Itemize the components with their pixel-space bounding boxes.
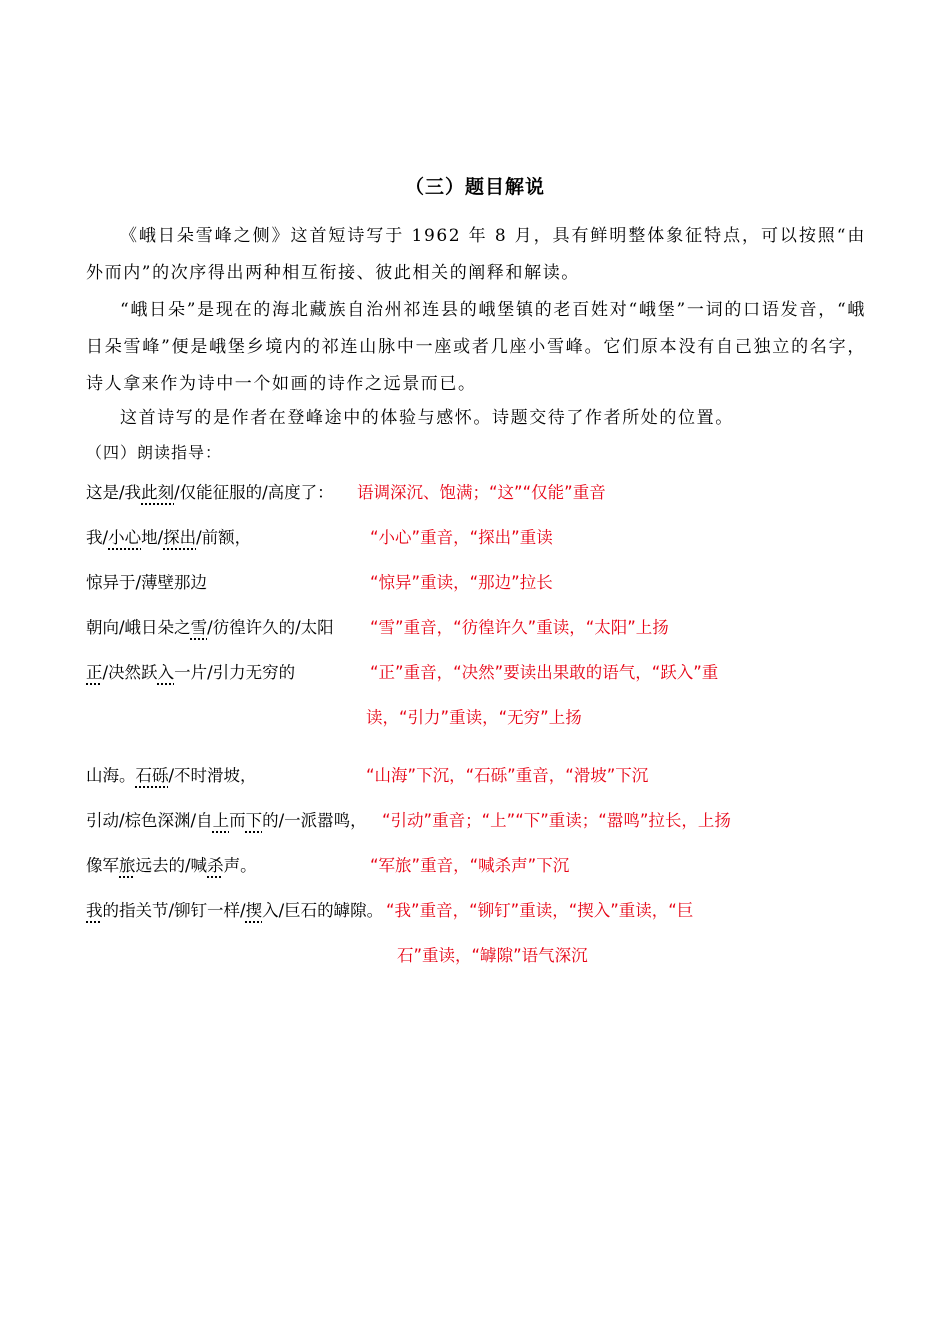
reading-note: 语调深沉、饱满；“这”“仅能”重音 (357, 483, 606, 502)
verse-line: 像军旅远去的/喊杀声。 (86, 856, 257, 875)
reading-note: “军旅”重音，“喊杀声”下沉 (370, 856, 570, 875)
paragraph-3: 这首诗写的是作者在登峰途中的体验与感怀。诗题交待了作者所处的位置。 (120, 408, 734, 428)
verse-line: 朝向/峨日朵之雪/彷徨许久的/太阳 (86, 618, 334, 637)
verse-line: 正/决然跃入一片/引力无穷的 (86, 663, 296, 682)
reading-note: “我”重音，“铆钉”重读，“揳入”重读，“巨 (386, 901, 694, 920)
verse-line: 惊异于/薄壁那边 (86, 573, 208, 592)
verse-line: 山海。石砾/不时滑坡， (86, 766, 257, 785)
verse-line: 这是/我此刻/仅能征服的/高度了： (86, 483, 334, 502)
reading-note: “雪”重音，“彷徨许久”重读，“太阳”上扬 (370, 618, 669, 637)
reading-note: “小心”重音，“探出”重读 (370, 528, 553, 547)
reading-note: “惊异”重读，“那边”拉长 (370, 573, 553, 592)
section-heading: （三）题目解说 (404, 176, 545, 198)
reading-note: “山海”下沉，“石砾”重音，“滑坡”下沉 (366, 766, 649, 785)
reading-note-continued: 石”重读，“罅隙”语气深沉 (397, 946, 588, 965)
reading-guide-heading: （四）朗读指导： (86, 443, 223, 462)
paragraph-2: “峨日朵”是现在的海北藏族自治州祁连县的峨堡镇的老百姓对“峨堡”一词的口语发音，“峨日朵雪峰”便是峨堡乡境内的祁连山脉中一座或者几座小雪峰。它们原本没有自己独立的名字，诗人拿来作为诗中一个如画的诗作之远景而已。 (86, 300, 866, 394)
verse-line: 我的指关节/铆钉一样/揳入/巨石的罅隙。 (86, 901, 384, 920)
reading-note: “正”重音，“决然”要读出果敢的语气，“跃入”重 (370, 663, 719, 682)
verse-line: 引动/棕色深渊/自上而下的/一派嚣鸣， (86, 811, 367, 830)
reading-note: “引动”重音；“上”“下”重读；“嚣鸣”拉长，上扬 (382, 811, 731, 830)
reading-note-continued: 读，“引力”重读，“无穷”上扬 (366, 708, 582, 727)
verse-line: 我/小心地/探出/前额， (86, 528, 252, 547)
paragraph-1: 《峨日朵雪峰之侧》这首短诗写于 1962 年 8 月，具有鲜明整体象征特点，可以按照“由外而内”的次序得出两种相互衔接、彼此相关的阐释和解读。 (86, 226, 866, 283)
